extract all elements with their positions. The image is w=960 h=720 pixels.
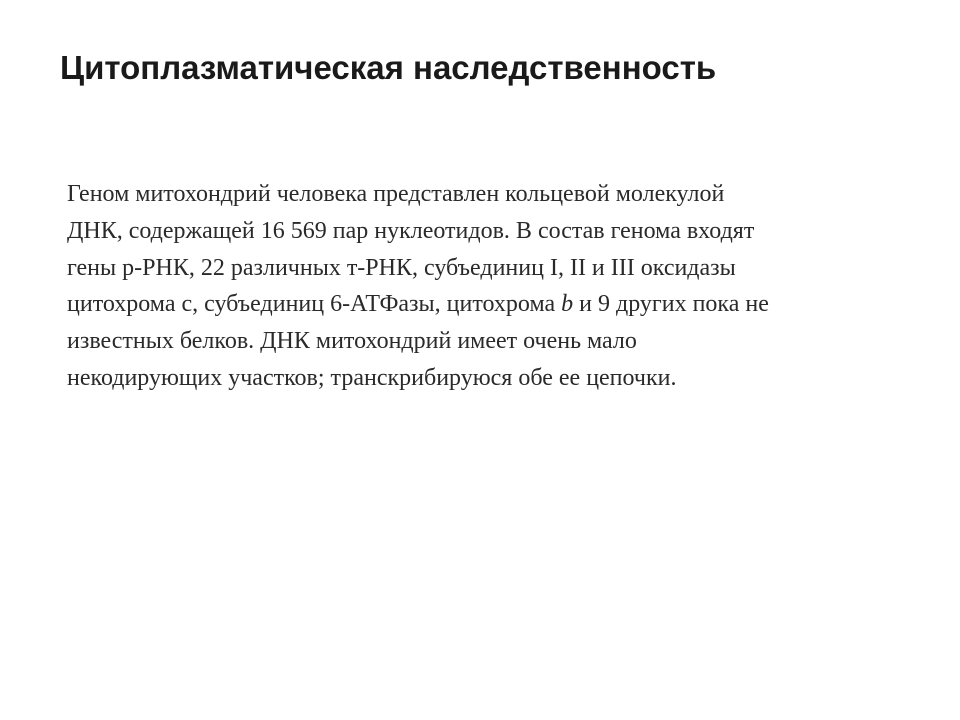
slide-body-text <box>67 176 927 397</box>
body-line: гены р-РНК, 22 различных т-РНК, субъединиц I, II и III оксидазы <box>67 254 736 281</box>
body-line: некодирующих участков; транскрибируюся обе ее цепочки. <box>67 364 677 391</box>
italic-cytochrome-b: b <box>561 291 574 318</box>
body-line: известных белков. ДНК митохондрий имеет очень мало <box>67 328 637 355</box>
body-line: ДНК, содержащей 16 569 пар нуклеотидов. В состав генома входят <box>67 217 755 244</box>
body-line-segment: цитохрома с, субъединиц 6-АТФазы, цитохрома <box>67 291 562 318</box>
slide-title: Цитоплазматическая наследственность <box>60 49 717 86</box>
body-line-segment: и 9 других пока не <box>573 291 769 318</box>
body-line-with-italic <box>67 286 927 323</box>
body-line: Геном митохондрий человека представлен кольцевой молекулой <box>67 181 725 207</box>
